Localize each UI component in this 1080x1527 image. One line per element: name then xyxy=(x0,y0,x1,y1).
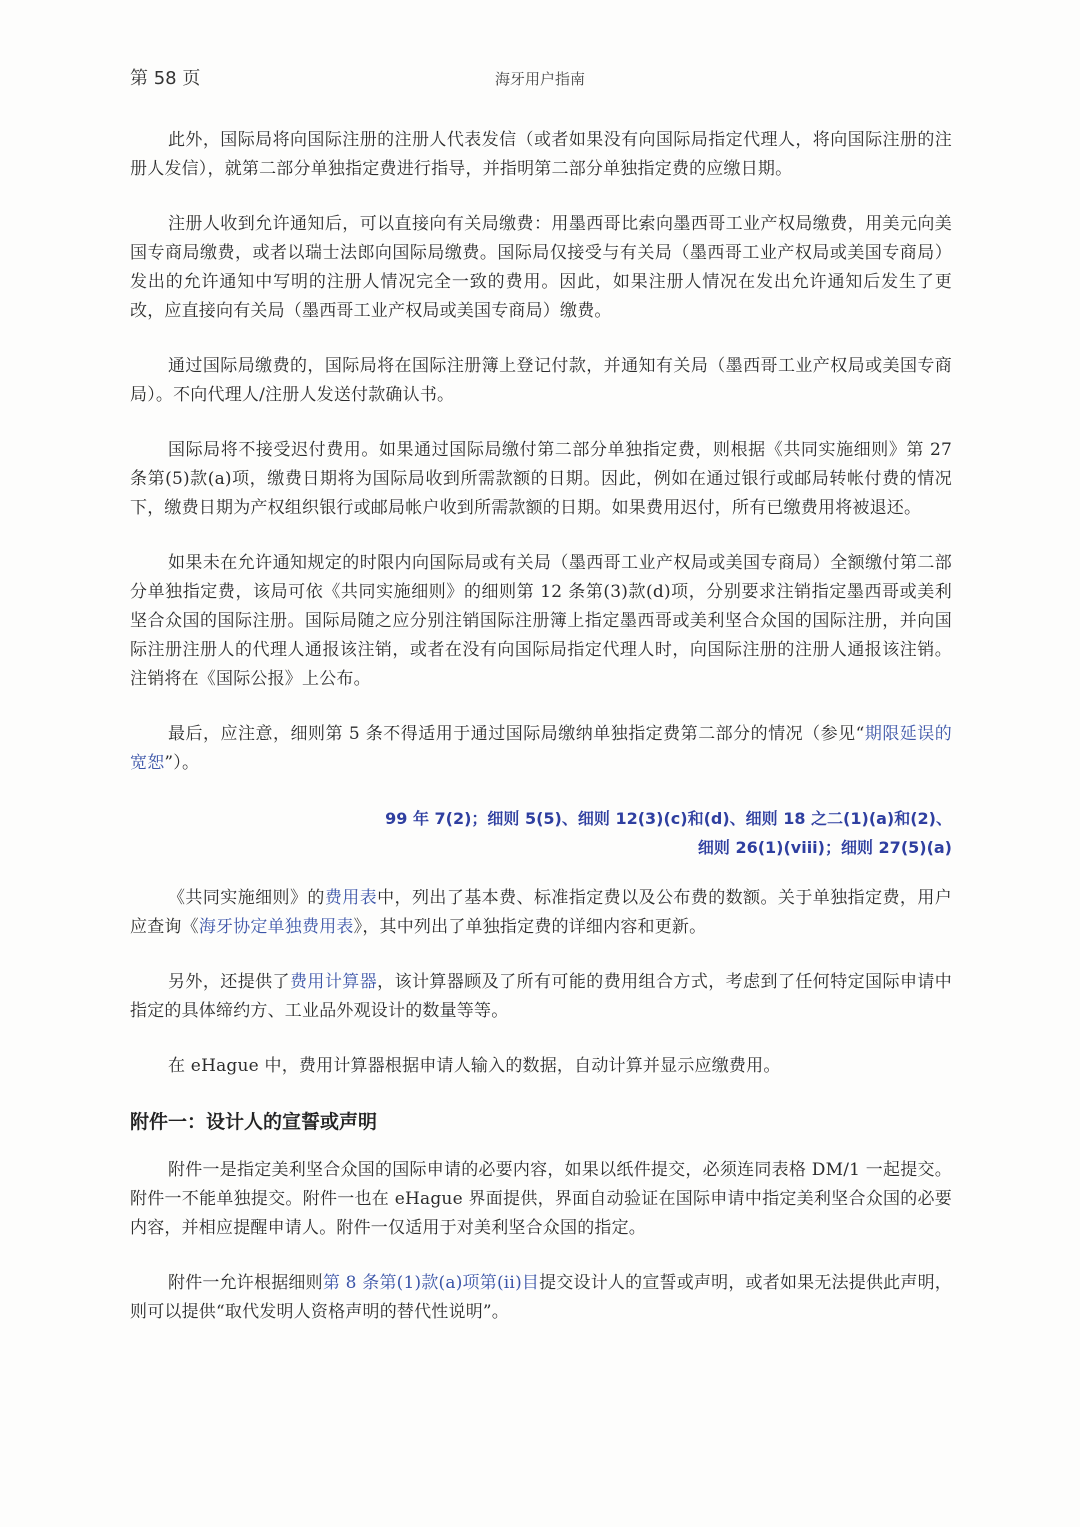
paragraph: 附件一是指定美利坚合众国的国际申请的必要内容，如果以纸件提交，必须连同表格 DM/1 一起提交。附件一不能单独提交。附件一也在 eHague 界面提供，界面自动验证在国际申请中指定美利坚合众国的必要内容，并相应提醒申请人。附件一仅适用于对美利坚合众国的指定。 xyxy=(130,1160,952,1238)
reference-line: 细则 26(1)(viii)；细则 27(5)(a) xyxy=(697,838,952,857)
running-title: 海牙用户指南 xyxy=(494,70,585,88)
link-grace-period[interactable]: 期限延误的宽恕 xyxy=(130,724,953,773)
paragraph-text: ”）。 xyxy=(164,753,200,773)
paragraph xyxy=(130,1269,952,1327)
page-body xyxy=(130,126,952,1353)
paragraph: 通过国际局缴费的，国际局将在国际注册簿上登记付款，并通知有关局（墨西哥工业产权局或美国专商局）。不向代理人/注册人发送付款确认书。 xyxy=(130,356,952,405)
paragraph: 在 eHague 中，费用计算器根据申请人输入的数据，自动计算并显示应缴费用。 xyxy=(168,1056,781,1076)
paragraph-text: 《共同实施细则》的 xyxy=(168,888,325,908)
paragraph: 如果未在允许通知规定的时限内向国际局或有关局（墨西哥工业产权局或美国专商局）全额缴付第二部分单独指定费，该局可依《共同实施细则》的细则第 12 条第(3)款(d)项，分别要求注销指定墨西哥或美利坚合众国的国际注册。国际局随之应分别注销国际注册簿上指定墨西哥或美利坚合众国的国际注册，并向国际注册注册人的代理人通报该注销，或者在没有向国际局指定代理人时，向国际注册的注册人通报该注销。注销将在《国际公报》上公布。 xyxy=(130,553,952,689)
link-fee-schedule[interactable]: 费用表 xyxy=(324,888,378,908)
link-individual-fees[interactable]: 海牙协定单独费用表 xyxy=(198,917,354,937)
paragraph-text: 中，列出了基本费、标准指定费以及公布费的数额。关于单独指定费，用户应查询《 xyxy=(130,888,952,937)
paragraph-text: 最后，应注意，细则第 5 条不得适用于通过国际局缴纳单独指定费第二部分的情况（参见“ xyxy=(168,724,865,744)
paragraph-text: 附件一允许根据细则 xyxy=(168,1273,323,1293)
reference-line: 99 年 7(2)；细则 5(5)、细则 12(3)(c)和(d)、细则 18 之二(1)(a)和(2)、 xyxy=(385,809,952,828)
page-number: 第 58 页 xyxy=(130,68,201,89)
section-heading: 附件一：设计人的宣誓或声明 xyxy=(130,1111,378,1133)
paragraph-text: ，该计算器顾及了所有可能的费用组合方式，考虑到了任何特定国际申请中指定的具体缔约方、工业品外观设计的数量等等。 xyxy=(130,972,953,1021)
paragraph xyxy=(130,720,952,778)
link-rule-8[interactable]: 第 8 条第(1)款(a)项第(ii)目 xyxy=(322,1273,540,1293)
paragraph-text: 提交设计人的宣誓或声明，或者如果无法提供此声明，则可以提供“取代发明人资格声明的替代性说明”。 xyxy=(130,1273,952,1322)
paragraph: 此外，国际局将向国际注册的注册人代表发信（或者如果没有向国际局指定代理人，将向国际注册的注册人发信），就第二部分单独指定费进行指导，并指明第二部分单独指定费的应缴日期。 xyxy=(130,130,952,179)
paragraph: 国际局将不接受迟付费用。如果通过国际局缴付第二部分单独指定费，则根据《共同实施细则》第 27 条第(5)款(a)项，缴费日期将为国际局收到所需款额的日期。因此，例如在通过银行或邮局转帐付费的情况下，缴费日期为产权组织银行或邮局帐户收到所需款额的日期。如果费用迟付，所有已缴费用将被退还。 xyxy=(130,440,952,518)
link-fee-calculator[interactable]: 费用计算器 xyxy=(290,972,378,992)
legal-reference xyxy=(130,804,952,862)
paragraph-text: 》，其中列出了单独指定费的详细内容和更新。 xyxy=(353,917,707,937)
paragraph xyxy=(130,884,952,942)
paragraph xyxy=(130,968,952,1026)
page-header xyxy=(130,64,950,94)
paragraph-text: 另外，还提供了 xyxy=(168,972,290,992)
paragraph: 注册人收到允许通知后，可以直接向有关局缴费：用墨西哥比索向墨西哥工业产权局缴费，用美元向美国专商局缴费，或者以瑞士法郎向国际局缴费。国际局仅接受与有关局（墨西哥工业产权局或美国专商局）发出的允许通知中写明的注册人情况完全一致的费用。因此，如果注册人情况在发出允许通知后发生了更改，应直接向有关局（墨西哥工业产权局或美国专商局）缴费。 xyxy=(130,214,952,321)
